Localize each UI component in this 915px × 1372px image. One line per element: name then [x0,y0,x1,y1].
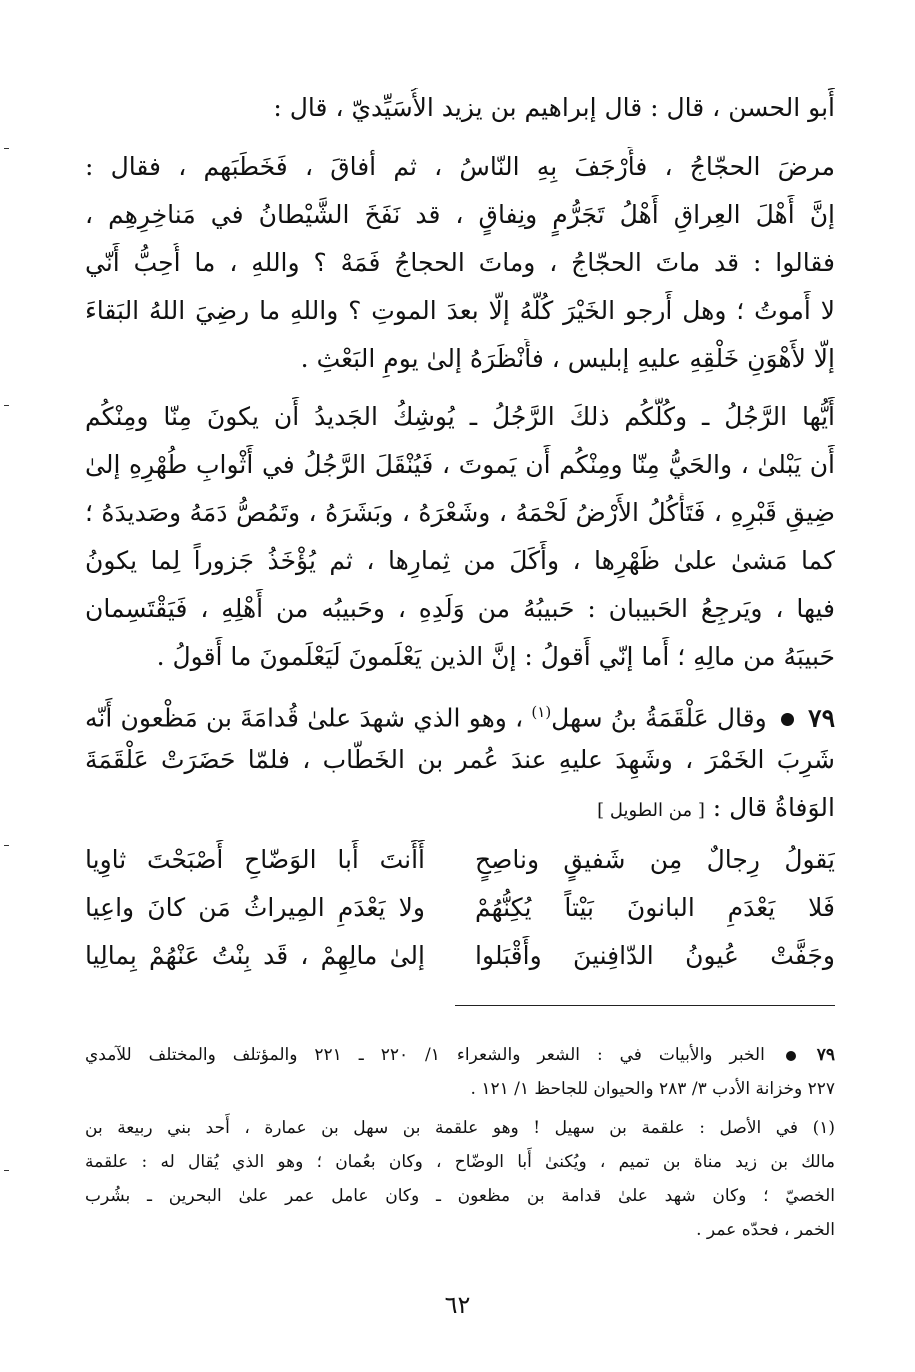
footnote-text: الخبر والأبيات في : الشعر والشعراء ١/ ٢٢٠ ـ ٢٢١ والمؤتلف والمختلف للآمدي [85,1045,765,1065]
footnote-line: ٢٢٧ وخزانة الأدب ٣/ ٢٨٣ والحيوان للجاحظ ١/ ١٢١ . [470,1079,835,1099]
footnote-line: (١) في الأصل : علقمة بن سهيل ! وهو علقمة بن سهل بن عمارة ، أَحد بني ربيعة بن [85,1118,835,1138]
footnote-separator [455,1005,835,1006]
entry-header-line [85,692,835,734]
text-line: كما مَشىٰ علىٰ ظَهْرِها ، وأَكَلَ من ثِمارِها ، ثم يُؤْخَذُ جَزوراً لِما يكونُ [85,546,835,575]
footnote-line: الخمر ، فحدّه عمر . [696,1220,835,1240]
poem-hemistich-right: فَلا يَعْدَمِ البانونَ بَيْتاً يُكِنُّهُمْ [475,893,835,922]
poem-hemistich-right: وجَفَّتْ عُيونُ الدّافِنينَ وأَقْبَلوا [475,941,835,970]
text-line: حَبيبَهُ من مالِهِ ؛ أَما إنّي أَقولُ : إنَّ الذين يَعْلَمونَ لَيَعْلَمونَ ما أَقولُ . [156,642,835,671]
footnote-ref: (١) [531,703,552,721]
poem-hemistich-left: أَأَنتَ أَبا الوَضّاحِ أَصْبَحْتَ ثاوِيا [85,845,425,874]
entry-text: ، وهو الذي شهدَ علىٰ قُدامَةَ بن مَظْعون أَنّه [85,703,524,733]
footnote-line: الخصيّ ؛ وكان شهد علىٰ قدامة بن مظعون ـ وكان عامل عمر علىٰ البحرين ـ بشُرب [85,1186,835,1206]
poem-hemistich-left: إلىٰ مالِهِمْ ، قَد بِنْتُ عَنْهُمْ بِمالِيا [85,941,425,970]
page-number: ٦٢ [444,1291,471,1319]
text-line: فيها ، ويَرجِعُ الحَبيبان : حَبيبُهُ من وَلَدِهِ ، وحَبيبُه من أَهْلِهِ ، فَيَقْتَسِمان [85,594,835,623]
text-line: أَيُّها الرَّجُلُ ـ وكُلُّكُم ذلكَ الرَّجُلُ ـ يُوشِكُ الجَديدُ أَن يكونَ مِنّا ومِنْكُم [85,402,835,431]
text-line: ضِيقِ قَبْرِهِ ، فَتَأْكُلُ الأَرْضُ لَحْمَهُ ، وشَعْرَهُ ، وبَشَرَهُ ، وتَمُصُّ دَمَهُ وصَديدَهُ ؛ [85,498,835,527]
text-line: إلّا لأَهْوَنِ خَلْقِهِ عليهِ إبليس ، فأَنْظَرَهُ إلىٰ يومِ البَعْثِ . [300,344,835,373]
poem-hemistich-right: يَقولُ رِجالٌ مِن شَفيقٍ وناصِحٍ [475,845,835,874]
text-line: مرضَ الحجّاجُ ، فأَرْجَفَ بِهِ النّاسُ ، ثم أفاقَ ، فَخَطَبَهم ، فقال : [85,152,835,181]
bullet-icon [786,1051,796,1061]
text-line: لا أَموتُ ؛ وهل أَرجو الخَيْرَ كُلَّهُ إلّا بعدَ الموتِ ؟ واللهِ ما رضِيَ اللهُ البَقاءَ [85,296,835,325]
text-line: فقالوا : قد ماتَ الحجّاجُ ، وماتَ الحجاجُ فَمَهْ ؟ واللهِ ، ما أُحِبُّ أَنّي [85,248,835,277]
margin-mark [4,1170,9,1171]
entry-number: ٧٩ [808,703,835,733]
bullet-icon [781,713,794,726]
margin-mark [4,148,9,149]
footnote-entry-number: ٧٩ [816,1045,835,1065]
margin-mark [4,845,9,846]
text-line: شَرِبَ الخَمْرَ ، وشَهِدَ عليهِ عندَ عُمر بن الخَطّاب ، فلمّا حَضَرَتْ عَلْقَمَةَ [85,745,835,774]
margin-mark [4,405,9,406]
poem-hemistich-left: ولا يَعْدَمِ المِيراثُ مَن كانَ واعِيا [85,893,425,922]
intro-line: أَبو الحسن ، قال : قال إبراهيم بن يزيد الأُسَيِّديّ ، قال : [273,93,835,122]
meter-label: [ من الطويل ] [597,800,705,821]
entry-text: وقال عَلْقَمَةُ بنُ سهل [551,703,767,733]
footnote-source-line [85,1040,835,1072]
footnote-line: مالك بن زيد مناة بن تميم ، ويُكنىٰ أَبا الوضّاح ، وكان بعُمان ؛ وهو الذي يُقال له : علقمة [85,1152,835,1172]
entry-text: الوَفاةُ قال : [712,793,835,822]
text-line: أَن يَبْلىٰ ، والحَيُّ مِنّا ومِنْكُم أَن يَموتَ ، فَيُنْقَلَ الرَّجُلُ في أَثْوابِ طُهْرِهِ إلىٰ [85,450,835,479]
entry-line-last [85,788,835,830]
text-line: إنَّ أَهْلَ العِراقِ أَهْلُ تَجَرُّمٍ ونِفاقٍ ، قد نَفَخَ الشَّيْطانُ في مَناخِرِهِم ، [85,200,835,229]
